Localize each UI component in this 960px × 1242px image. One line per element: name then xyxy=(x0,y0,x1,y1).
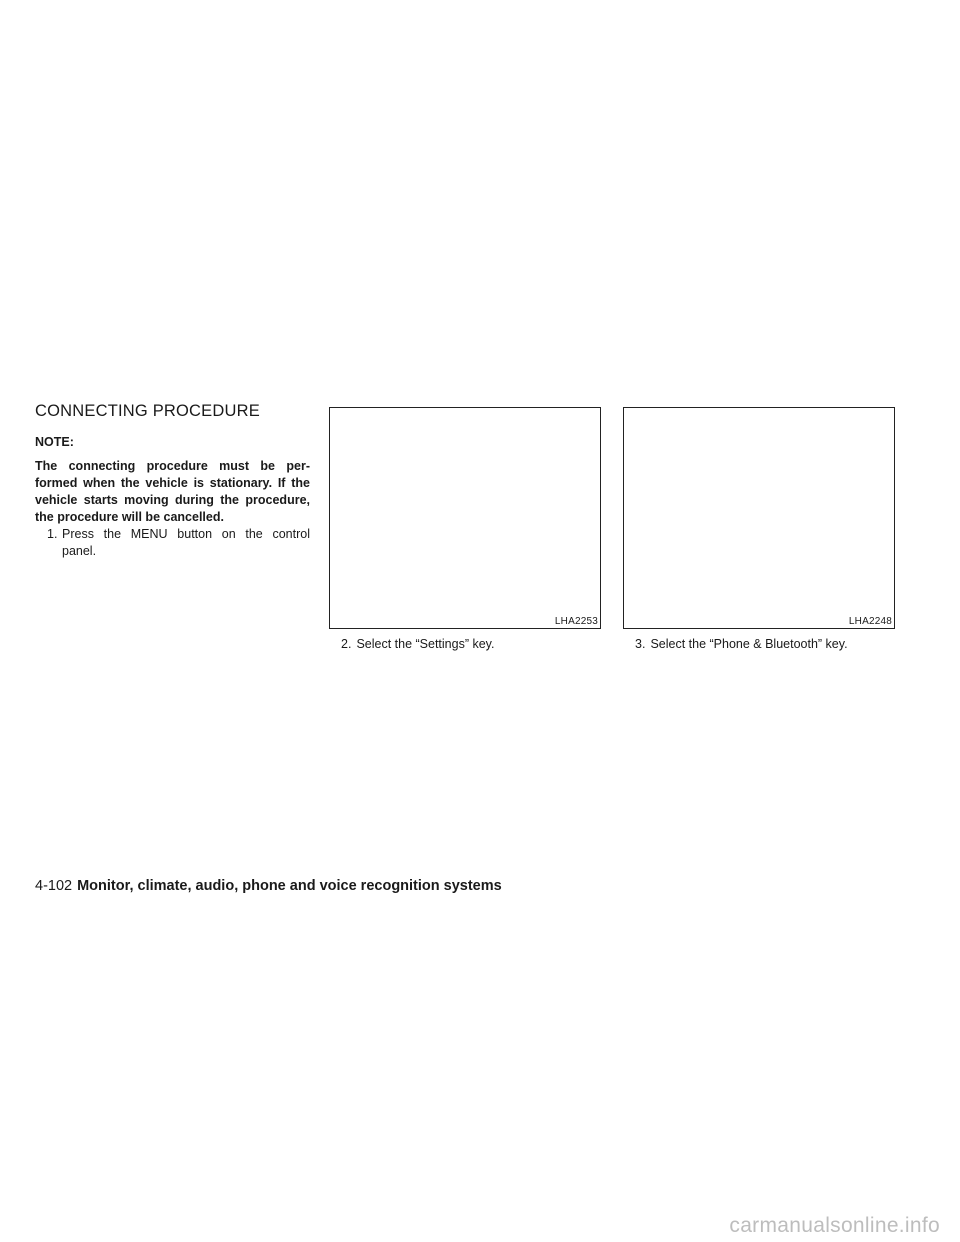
step-1 xyxy=(35,526,310,560)
section-title: CONNECTING PROCEDURE xyxy=(35,402,260,420)
figure-phone-bluetooth-screen xyxy=(623,407,895,629)
figure-settings-screen xyxy=(329,407,601,629)
step-2 xyxy=(341,636,494,653)
figure-code: LHA2253 xyxy=(554,616,598,627)
note-label: NOTE: xyxy=(35,435,74,449)
left-column xyxy=(35,402,310,560)
note-text: The connecting procedure must be per-formed when the vehicle is stationary. If the vehicle starts moving during the procedure, the procedure will be cancelled. xyxy=(35,459,310,524)
step-2-text: Select the “Settings” key. xyxy=(356,637,495,651)
step-3-text: Select the “Phone & Bluetooth” key. xyxy=(650,637,848,651)
step-2-number: 2. xyxy=(341,637,352,651)
chapter-title: Monitor, climate, audio, phone and voice recognition systems xyxy=(77,878,502,894)
watermark: carmanualsonline.info xyxy=(729,1214,940,1237)
step-1-text: Press the MENU button on the control panel. xyxy=(62,527,310,558)
step-1-number: 1. xyxy=(47,527,58,541)
figure-code: LHA2248 xyxy=(848,616,892,627)
step-3 xyxy=(635,636,848,653)
step-3-number: 3. xyxy=(635,637,646,651)
page-number: 4-102 xyxy=(35,878,73,894)
page-footer xyxy=(35,877,502,895)
